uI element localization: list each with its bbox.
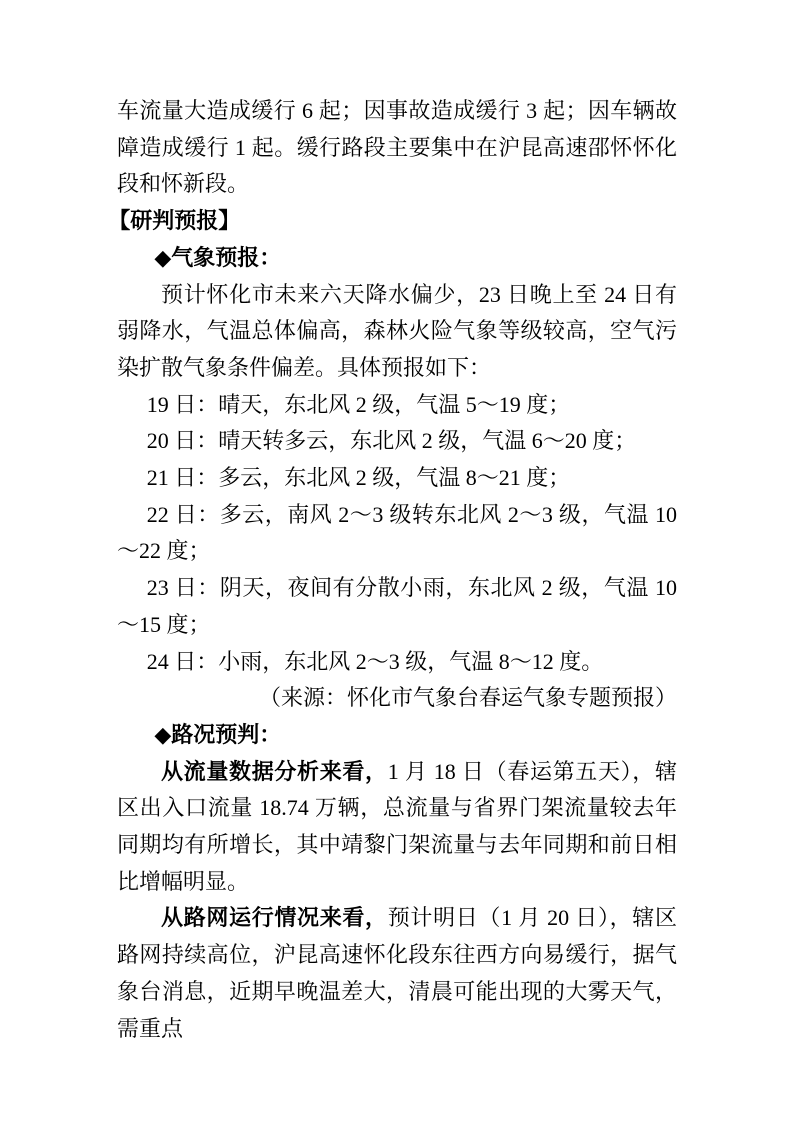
- network-analysis-lead: 从路网运行情况来看，: [161, 905, 388, 931]
- network-analysis-text: 预计明日（1 月 20 日），辖区路网持续高位，沪昆高速怀化段东往西方向易缓行，据气象台消息，近期早晚温差大，清晨可能出现的大雾天气，需重点: [117, 905, 677, 1041]
- document-content: [108, 93, 677, 1047]
- source-attribution: （来源：怀化市气象台春运气象专题预报）: [258, 685, 677, 711]
- forecast-line-day20: 20 日：晴天转多云，东北风 2 级，气温 6～20 度；: [146, 428, 637, 454]
- traffic-analysis-lead: 从流量数据分析来看，: [161, 758, 388, 784]
- network-analysis-paragraph: [117, 900, 677, 1047]
- section-heading-analysis-forecast: 【研判预报】: [108, 208, 241, 234]
- traffic-analysis-paragraph: [117, 754, 677, 901]
- traffic-analysis-text: 1 月 18 日（春运第五天），辖区出入口流量 18.74 万辆，总流量与省界门架流量较去年同期均有所增长，其中靖黎门架流量与去年同期和前日相比增幅明显。: [117, 758, 677, 894]
- forecast-line-day21: 21 日：多云，东北风 2 级，气温 8～21 度；: [146, 465, 571, 491]
- forecast-line-day24: 24 日：小雨，东北风 2～3 级，气温 8～12 度。: [146, 648, 604, 674]
- road-condition-heading: ◆路况预判：: [154, 721, 282, 747]
- weather-forecast-heading: ◆气象预报：: [154, 244, 282, 270]
- paragraph-congestion-summary: 车流量大造成缓行 6 起；因事故造成缓行 3 起；因车辆故障造成缓行 1 起。缓行路段主要集中在沪昆高速邵怀怀化段和怀新段。: [117, 98, 677, 197]
- weather-intro-paragraph: 预计怀化市未来六天降水偏少，23 日晚上至 24 日有弱降水，气温总体偏高，森林火险气象等级较高，空气污染扩散气象条件偏差。具体预报如下：: [117, 281, 677, 380]
- forecast-line-day23: 23 日：阴天，夜间有分散小雨，东北风 2 级，气温 10～15 度；: [117, 575, 677, 637]
- forecast-line-day22: 22 日：多云，南风 2～3 级转东北风 2～3 级，气温 10～22 度；: [117, 501, 677, 564]
- forecast-line-day19: 19 日：晴天，东北风 2 级，气温 5～19 度；: [146, 391, 571, 417]
